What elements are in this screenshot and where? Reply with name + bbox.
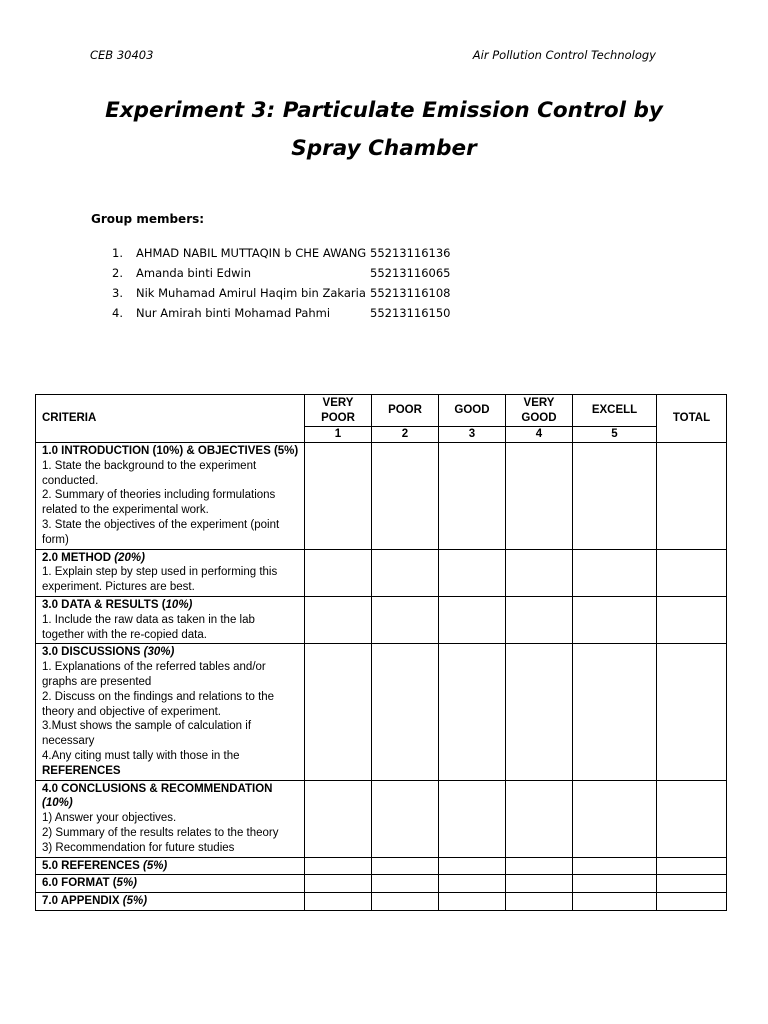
- criteria-line: 3.Must shows the sample of calculation if necessary: [42, 720, 252, 748]
- rating-number: 1: [305, 427, 372, 443]
- member-name: Nur Amirah binti Mohamad Pahmi: [136, 306, 331, 320]
- total-cell[interactable]: [657, 644, 727, 780]
- criteria-title-main: 3.0 DISCUSSIONS: [42, 646, 144, 659]
- score-cell[interactable]: [506, 644, 573, 780]
- criteria-cell: [36, 644, 305, 780]
- score-cell[interactable]: [573, 857, 657, 875]
- score-cell[interactable]: [506, 780, 573, 857]
- score-cell[interactable]: [305, 549, 372, 596]
- score-cell[interactable]: [439, 875, 506, 893]
- criteria-cell: [36, 596, 305, 643]
- criteria-cell: [36, 875, 305, 893]
- score-cell[interactable]: [573, 893, 657, 911]
- grading-rubric-table: [35, 394, 727, 911]
- criteria-title-main: 6.0 FORMAT (: [42, 877, 117, 890]
- criteria-title: [42, 894, 300, 909]
- member-number: 1.: [112, 246, 123, 260]
- criteria-title: [42, 551, 300, 566]
- score-cell[interactable]: [439, 549, 506, 596]
- criteria-line: 1. Explain step by step used in performing this experiment. Pictures are best.: [42, 566, 278, 594]
- total-header: TOTAL: [657, 395, 727, 443]
- criteria-line: 1. Explanations of the referred tables and/or graphs are presented: [42, 661, 266, 688]
- criteria-cell: [36, 857, 305, 875]
- rating-header-very-poor: VERY POOR: [305, 395, 372, 427]
- total-cell[interactable]: [657, 443, 727, 550]
- rating-header-very-good: VERY GOOD: [506, 395, 573, 427]
- score-cell[interactable]: [439, 443, 506, 550]
- score-cell[interactable]: [506, 596, 573, 643]
- total-cell[interactable]: [657, 875, 727, 893]
- score-cell[interactable]: [305, 780, 372, 857]
- criteria-cell: [36, 780, 305, 857]
- course-name: Air Pollution Control Technology: [472, 48, 656, 62]
- criteria-line: 1. State the background to the experiment conducted.: [42, 459, 257, 487]
- criteria-title: [42, 598, 300, 613]
- score-cell[interactable]: [439, 893, 506, 911]
- criteria-title: 1.0 INTRODUCTION (10%) & OBJECTIVES (5%): [42, 445, 299, 457]
- member-name: Nik Muhamad Amirul Haqim bin Zakaria: [136, 286, 366, 300]
- criteria-weight: (5%): [142, 859, 168, 872]
- score-cell[interactable]: [372, 549, 439, 596]
- score-cell[interactable]: [573, 549, 657, 596]
- table-row: [36, 549, 727, 596]
- rating-header-poor: POOR: [372, 395, 439, 427]
- table-header-row: [36, 395, 727, 427]
- group-members-label: Group members:: [91, 212, 205, 226]
- score-cell[interactable]: [573, 644, 657, 780]
- criteria-title: [42, 645, 300, 660]
- total-cell[interactable]: [657, 893, 727, 911]
- criteria-line: 4.Any citing must tally with those in the: [42, 749, 240, 762]
- rating-number: 4: [506, 427, 573, 443]
- score-cell[interactable]: [506, 875, 573, 893]
- score-cell[interactable]: [573, 443, 657, 550]
- rating-number: 5: [573, 427, 657, 443]
- member-name: AHMAD NABIL MUTTAQIN b CHE AWANG: [136, 246, 367, 260]
- table-row: [36, 780, 727, 857]
- score-cell[interactable]: [305, 596, 372, 643]
- score-cell[interactable]: [506, 857, 573, 875]
- criteria-weight: 5%): [116, 877, 137, 890]
- score-cell[interactable]: [573, 780, 657, 857]
- member-id: 55213116108: [370, 286, 451, 300]
- member-number: 3.: [112, 286, 123, 300]
- score-cell[interactable]: [506, 443, 573, 550]
- criteria-title: [42, 876, 300, 891]
- criteria-header: CRITERIA: [36, 395, 305, 443]
- table-row: [36, 443, 727, 550]
- score-cell[interactable]: [305, 857, 372, 875]
- criteria-line-bold: REFERENCES: [42, 764, 121, 777]
- rating-number: 2: [372, 427, 439, 443]
- score-cell[interactable]: [573, 875, 657, 893]
- table-row: [36, 893, 727, 911]
- criteria-weight: (10%): [42, 797, 73, 810]
- criteria-line: 2. Discuss on the findings and relations to the theory and objective of experiment.: [42, 690, 275, 718]
- criteria-cell: [36, 443, 305, 550]
- criteria-line: 1. Include the raw data as taken in the lab together with the re-copied data.: [42, 613, 255, 641]
- criteria-title-main: 5.0 REFERENCES: [42, 859, 143, 872]
- criteria-weight: (30%): [143, 646, 175, 659]
- score-cell[interactable]: [305, 875, 372, 893]
- table-row: [36, 644, 727, 780]
- rating-header-excell: EXCELL: [573, 395, 657, 427]
- score-cell[interactable]: [439, 857, 506, 875]
- criteria-weight: (20%): [114, 551, 145, 564]
- table-row: [36, 857, 727, 875]
- member-name: Amanda binti Edwin: [136, 266, 252, 280]
- total-cell[interactable]: [657, 780, 727, 857]
- criteria-weight: 10%): [165, 598, 193, 611]
- criteria-line: 1) Answer your objectives.: [42, 812, 177, 825]
- score-cell[interactable]: [305, 893, 372, 911]
- score-cell[interactable]: [573, 596, 657, 643]
- criteria-line: 2) Summary of the results relates to the theory: [42, 826, 279, 839]
- member-id: 55213116136: [370, 246, 451, 260]
- score-cell[interactable]: [439, 644, 506, 780]
- member-id: 55213116065: [370, 266, 451, 280]
- criteria-cell: [36, 893, 305, 911]
- course-code: CEB 30403: [90, 48, 154, 62]
- score-cell[interactable]: [305, 443, 372, 550]
- score-cell[interactable]: [372, 875, 439, 893]
- score-cell[interactable]: [372, 857, 439, 875]
- score-cell[interactable]: [305, 644, 372, 780]
- criteria-line: 2. Summary of theories including formulations related to the experimental work.: [42, 489, 276, 517]
- score-cell[interactable]: [372, 596, 439, 643]
- score-cell[interactable]: [439, 596, 506, 643]
- criteria-title-main: 2.0 METHOD: [42, 551, 115, 564]
- criteria-title: [42, 859, 300, 874]
- criteria-weight: (5%): [122, 895, 148, 908]
- criteria-line: 3. State the objectives of the experiment (point form): [42, 518, 280, 546]
- criteria-title-main: 7.0 APPENDIX: [42, 895, 123, 908]
- rating-header-good: GOOD: [439, 395, 506, 427]
- total-cell[interactable]: [657, 596, 727, 643]
- table-row: [36, 875, 727, 893]
- member-id: 55213116150: [370, 306, 451, 320]
- score-cell[interactable]: [372, 893, 439, 911]
- criteria-title-main: 3.0 DATA & RESULTS (: [42, 598, 166, 611]
- criteria-title-main: 4.0 CONCLUSIONS & RECOMMENDATION: [42, 782, 273, 795]
- member-number: 4.: [112, 306, 123, 320]
- score-cell[interactable]: [506, 549, 573, 596]
- criteria-title: [42, 782, 300, 812]
- total-cell[interactable]: [657, 549, 727, 596]
- criteria-cell: [36, 549, 305, 596]
- score-cell[interactable]: [506, 893, 573, 911]
- score-cell[interactable]: [372, 644, 439, 780]
- score-cell[interactable]: [372, 780, 439, 857]
- total-cell[interactable]: [657, 857, 727, 875]
- table-row: [36, 596, 727, 643]
- score-cell[interactable]: [372, 443, 439, 550]
- page-title: Experiment 3: Particulate Emission Control by Spray Chamber: [105, 98, 663, 161]
- member-number: 2.: [112, 266, 123, 280]
- rating-number: 3: [439, 427, 506, 443]
- criteria-line: 3) Recommendation for future studies: [42, 841, 235, 854]
- score-cell[interactable]: [439, 780, 506, 857]
